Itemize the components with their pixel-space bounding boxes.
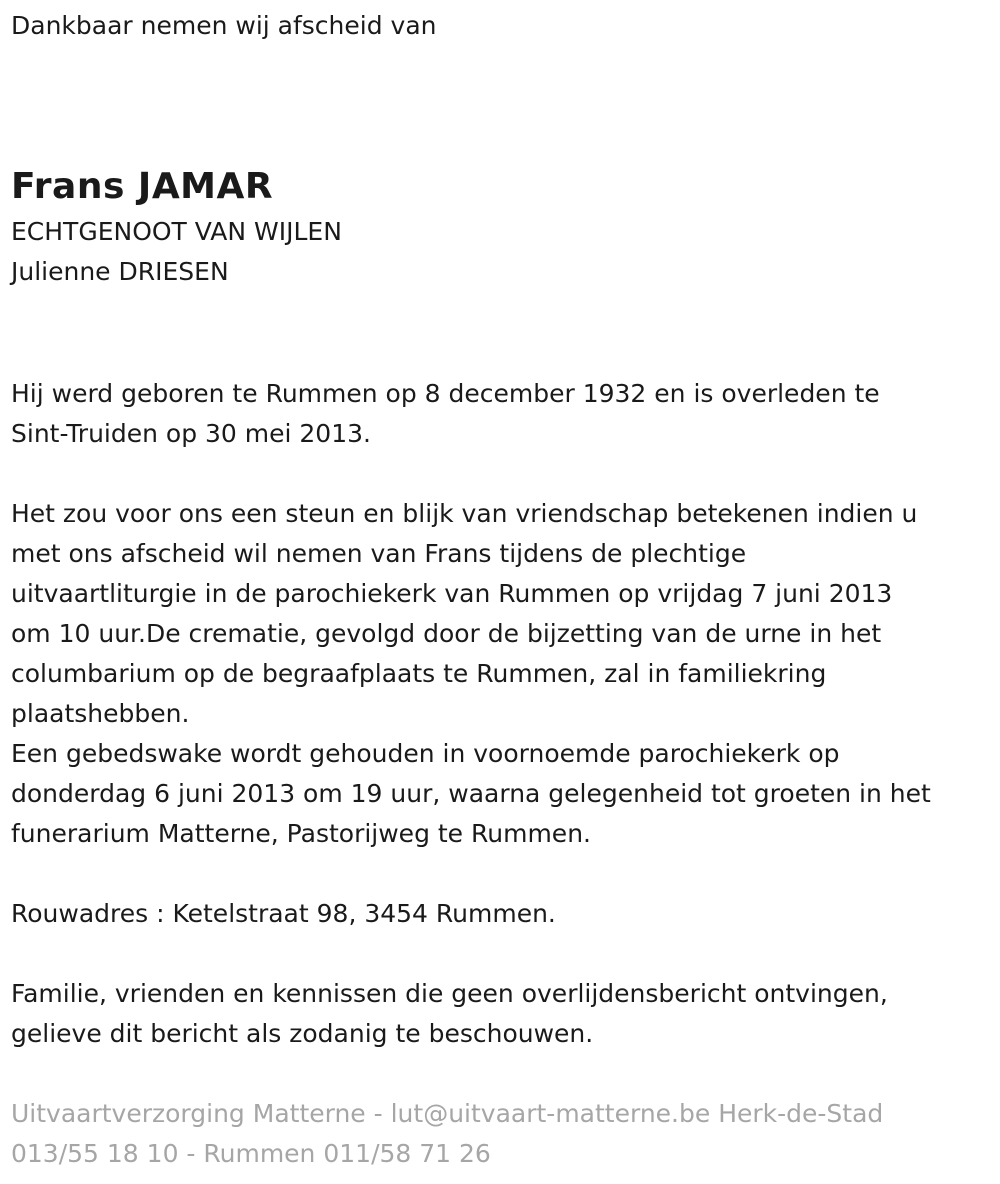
paragraph-line: plaatshebben. bbox=[11, 699, 190, 728]
paragraph-line: met ons afscheid wil nemen van Frans tijdens de plechtige bbox=[11, 539, 747, 568]
spacer bbox=[11, 1054, 931, 1094]
funeral-home-footer bbox=[11, 1094, 931, 1174]
spacer bbox=[11, 854, 931, 894]
paragraph-line: Het zou voor ons een steun en blijk van vriendschap betekenen indien u bbox=[11, 499, 918, 528]
paragraph-line: gelieve dit bericht als zodanig te beschouwen. bbox=[11, 1019, 594, 1048]
paragraph-line: Familie, vrienden en kennissen die geen overlijdensbericht ontvingen, bbox=[11, 979, 888, 1008]
footer-line: 013/55 18 10 - Rummen 011/58 71 26 bbox=[11, 1139, 491, 1168]
obituary-body bbox=[11, 374, 931, 1174]
deceased-block bbox=[11, 162, 342, 292]
notice-paragraph bbox=[11, 974, 931, 1054]
mourning-address: Rouwadres : Ketelstraat 98, 3454 Rummen. bbox=[11, 899, 556, 928]
relation-text: ECHTGENOOT VAN WIJLEN bbox=[11, 217, 342, 246]
spacer bbox=[11, 454, 931, 494]
spouse-name: Julienne DRIESEN bbox=[11, 257, 229, 286]
paragraph-line: donderdag 6 juni 2013 om 19 uur, waarna gelegenheid tot groeten in het bbox=[11, 779, 931, 808]
paragraph-line: funerarium Matterne, Pastorijweg te Rummen. bbox=[11, 819, 591, 848]
ceremony-paragraph bbox=[11, 494, 931, 734]
footer-line: Uitvaartverzorging Matterne - lut@uitvaart-matterne.be Herk-de-Stad bbox=[11, 1099, 884, 1128]
wake-paragraph bbox=[11, 734, 931, 854]
deceased-name: Frans JAMAR bbox=[11, 166, 274, 207]
paragraph-line: uitvaartliturgie in de parochiekerk van Rummen op vrijdag 7 juni 2013 bbox=[11, 579, 893, 608]
paragraph-line: Sint-Truiden op 30 mei 2013. bbox=[11, 419, 371, 448]
birth-death-paragraph bbox=[11, 374, 931, 454]
intro-text: Dankbaar nemen wij afscheid van bbox=[11, 11, 437, 40]
spacer bbox=[11, 934, 931, 974]
paragraph-line: Hij werd geboren te Rummen op 8 december 1932 en is overleden te bbox=[11, 379, 880, 408]
paragraph-line: om 10 uur.De crematie, gevolgd door de bijzetting van de urne in het bbox=[11, 619, 882, 648]
paragraph-line: Een gebedswake wordt gehouden in voornoemde parochiekerk op bbox=[11, 739, 840, 768]
paragraph-line: columbarium op de begraafplaats te Rummen, zal in familiekring bbox=[11, 659, 827, 688]
